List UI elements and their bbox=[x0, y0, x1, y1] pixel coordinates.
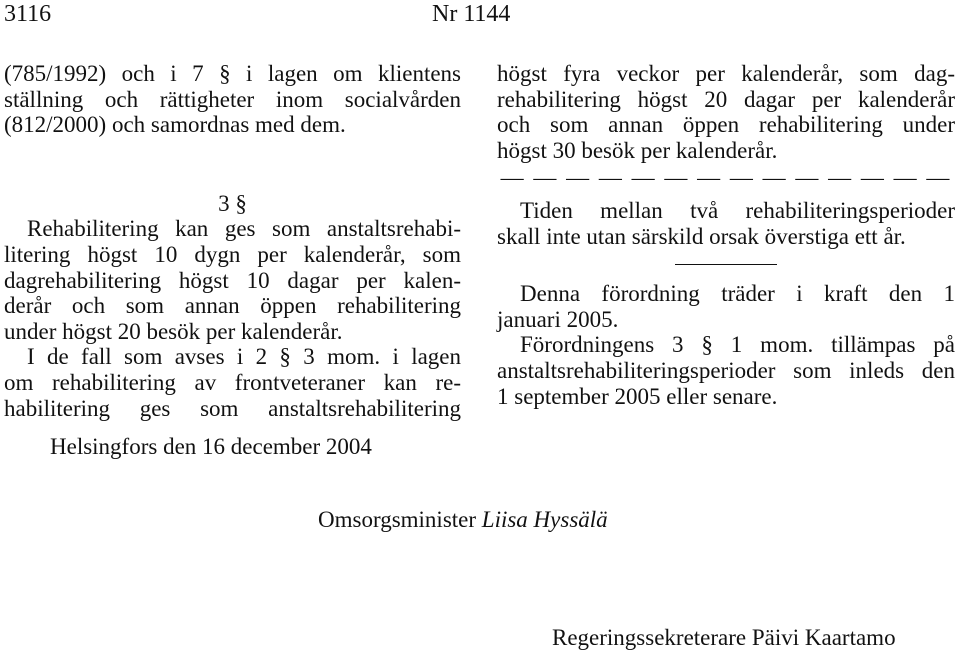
text-line: litering högst 10 dygn per kalenderår, som bbox=[4, 241, 461, 267]
minister-name: Liisa Hyssälä bbox=[481, 507, 608, 532]
text-line: om rehabilitering av frontveteraner kan re- bbox=[4, 369, 461, 395]
omission-dashes: — — — — — — — — — — — — — — bbox=[500, 165, 952, 191]
minister-signature bbox=[318, 507, 608, 533]
paragraph-interval bbox=[497, 198, 955, 249]
text-line: I de fall som avses i 2 § 3 mom. i lagen bbox=[27, 344, 461, 370]
text-line: Tiden mellan två rehabiliteringsperioder bbox=[520, 197, 955, 223]
paragraph-continuation bbox=[497, 61, 955, 163]
text-line: ställning och rättigheter inom socialvården bbox=[4, 86, 461, 112]
text-line: habilitering ges som anstaltsrehabilitering bbox=[4, 395, 461, 421]
text-line: (785/1992) och i 7 § i lagen om klientens bbox=[4, 61, 461, 86]
text-line: högst 30 besök per kalenderår. bbox=[497, 137, 778, 163]
text-line: anstaltsrehabiliteringsperioder som inleds den bbox=[497, 357, 955, 383]
issue-number: Nr 1144 bbox=[432, 1, 511, 27]
intro-paragraph bbox=[4, 61, 461, 138]
text-line: Denna förordning träder i kraft den 1 bbox=[520, 281, 955, 307]
section-heading: 3 § bbox=[218, 190, 247, 216]
paragraph-frontveterans bbox=[4, 344, 461, 421]
text-line: under högst 20 besök per kalenderår. bbox=[4, 318, 343, 344]
text-line: januari 2005. bbox=[497, 306, 619, 332]
secretary-signature: Regeringssekreterare Päivi Kaartamo bbox=[552, 625, 896, 650]
text-line: 1 september 2005 eller senare. bbox=[497, 383, 778, 409]
paragraph-application bbox=[497, 332, 955, 409]
left-column bbox=[4, 61, 461, 421]
text-line: och som annan öppen rehabilitering under bbox=[497, 112, 955, 138]
text-line: skall inte utan särskild orsak överstiga ett år. bbox=[497, 223, 906, 249]
paragraph-rehabilitation-limits bbox=[4, 216, 461, 344]
page-number: 3116 bbox=[4, 1, 52, 27]
text-line: rehabilitering högst 20 dagar per kalenderår bbox=[497, 86, 955, 112]
place-date: Helsingfors den 16 december 2004 bbox=[50, 434, 372, 459]
right-column bbox=[497, 61, 955, 409]
text-line: Förordningens 3 § 1 mom. tillämpas på bbox=[520, 332, 955, 358]
text-line: dagrehabilitering högst 10 dagar per kalen- bbox=[4, 267, 461, 293]
text-line: (812/2000) och samordnas med dem. bbox=[4, 112, 346, 138]
paragraph-entry-into-force bbox=[497, 281, 955, 332]
text-line: högst fyra veckor per kalenderår, som dag- bbox=[497, 61, 955, 86]
text-line: Rehabilitering kan ges som anstaltsrehabi- bbox=[27, 216, 461, 242]
text-line: derår och som annan öppen rehabilitering bbox=[4, 293, 461, 319]
minister-title: Omsorgsminister bbox=[318, 507, 477, 532]
section-divider bbox=[675, 264, 777, 265]
